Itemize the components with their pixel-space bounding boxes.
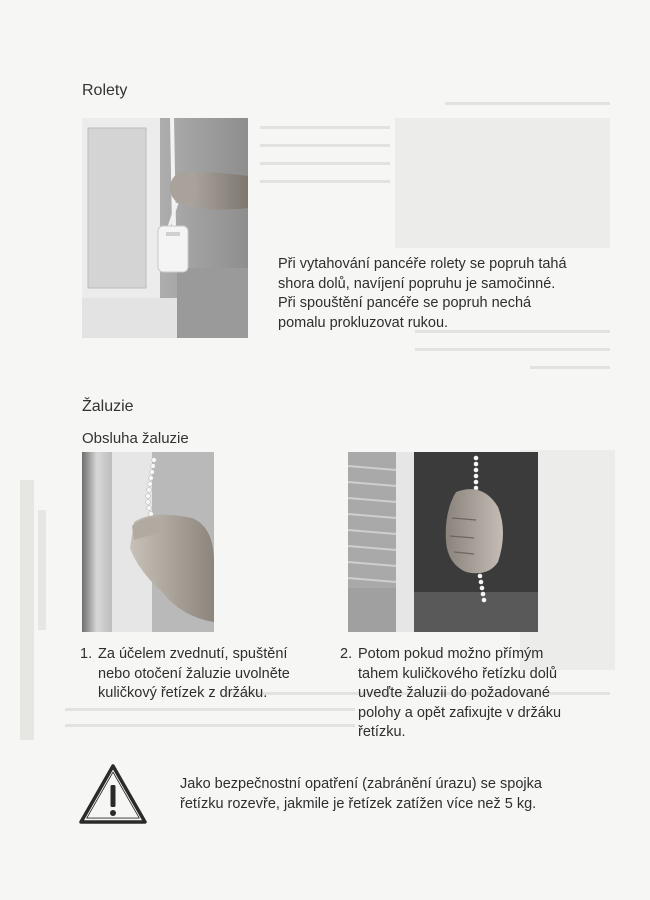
step-2-text <box>358 645 561 743</box>
blind-chain-release-photo <box>82 452 214 632</box>
warning-line: Jako bezpečnostní opatření (zabránění úrazu) se spojka <box>180 776 542 792</box>
show-through-line <box>260 144 390 147</box>
warning-text <box>180 775 610 814</box>
step-2-number: 2. <box>340 646 353 662</box>
step-1-line: kuličkový řetízek z držáku. <box>98 685 268 701</box>
step-2-line: uveďte žaluzii do požadované <box>358 685 550 701</box>
show-through-block <box>395 118 610 248</box>
show-through-line <box>445 102 610 105</box>
rolety-line: Při spouštění pancéře se popruh nechá <box>278 295 532 311</box>
zaluzie-subheading: Obsluha žaluzie <box>82 430 189 447</box>
show-through-line <box>260 180 390 183</box>
blind-chain-pull-photo <box>348 452 538 632</box>
rolety-line: pomalu prokluzovat rukou. <box>278 314 449 331</box>
step-2-line: polohy a opět zafixujte v držáku <box>358 704 562 721</box>
warning-triangle-icon <box>78 763 148 825</box>
show-through-line <box>530 366 610 369</box>
step-1-number: 1. <box>80 646 93 662</box>
step-1-text <box>98 645 290 704</box>
show-through-line <box>260 126 390 129</box>
rolety-heading: Rolety <box>82 82 128 99</box>
step-2-line: Potom pokud možno přímým <box>358 646 544 662</box>
step-1 <box>80 645 320 745</box>
roller-blind-strap-photo <box>82 118 248 338</box>
step-1-line: nebo otočení žaluzie uvolněte <box>98 665 290 682</box>
warning-line: řetízku rozevře, jakmile je řetízek zatížen více než 5 kg. <box>180 795 537 812</box>
roller-blind-illustration <box>82 118 248 338</box>
step-2-line: řetízku. <box>358 724 406 740</box>
chain-pull-illustration <box>348 452 538 632</box>
step-2-line: tahem kuličkového řetízku dolů <box>358 665 558 682</box>
rolety-line: shora dolů, navíjení popruhu je samočinné. <box>278 275 556 292</box>
rolety-description <box>278 255 608 333</box>
chain-release-illustration <box>82 452 214 632</box>
show-through-line <box>260 162 390 165</box>
zaluzie-heading: Žaluzie <box>82 398 134 415</box>
show-through-side-tab <box>14 480 54 880</box>
step-2 <box>340 645 600 755</box>
step-1-line: Za účelem zvednutí, spuštění <box>98 646 288 662</box>
show-through-line <box>415 348 610 351</box>
rolety-line: Při vytahování pancéře rolety se popruh tahá <box>278 256 567 272</box>
